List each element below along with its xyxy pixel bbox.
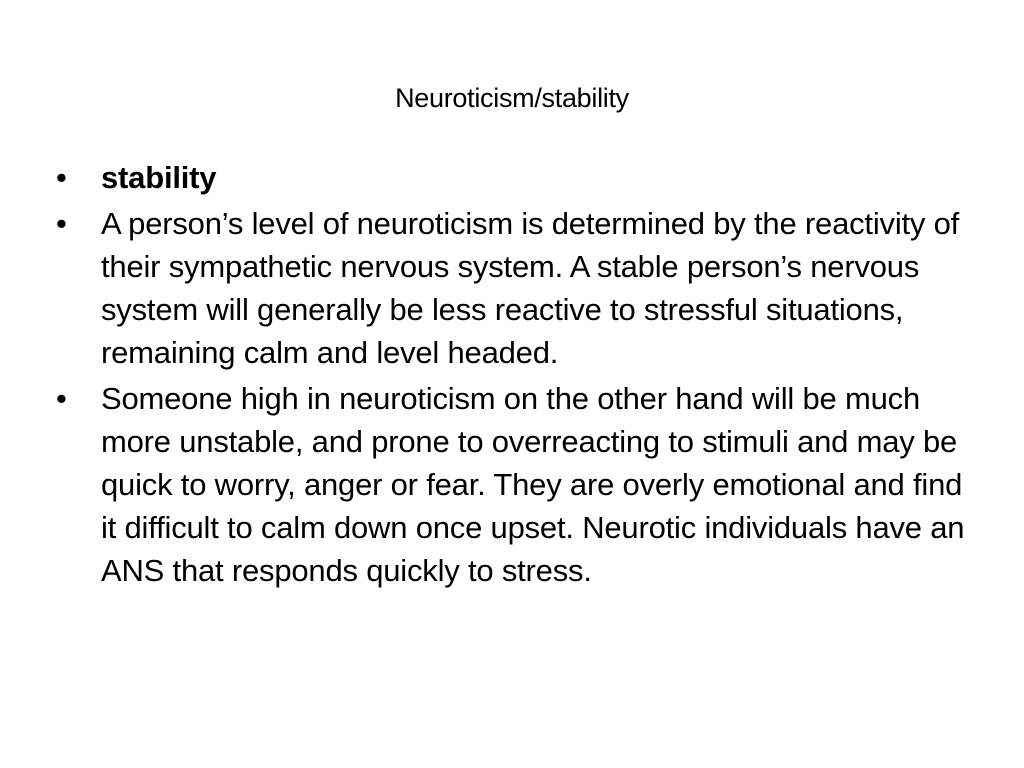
slide-title: Neuroticism/stability [395, 83, 629, 113]
bullet-dot-icon: • [56, 381, 67, 416]
bullet-item-neurotic-person [56, 377, 976, 592]
bullet-list [56, 156, 976, 595]
bullet-item-stable-person [56, 202, 976, 374]
bullet-text: Someone high in neuroticism on the other hand will be much more unstable, and prone to overreacting to stimuli and may be quick to worry, anger or fear. They are overly emotional and find it difficult to calm down once upset. Neurotic individuals have an ANS that responds quickly to stress. [101, 381, 965, 588]
bullet-text: A person’s level of neuroticism is determined by the reactivity of their sympathetic nervous system. A stable person’s nervous system will generally be less reactive to stressful situations, remaining calm and level headed. [101, 206, 960, 370]
bullet-dot-icon: • [56, 206, 67, 241]
bullet-item-stability [56, 156, 976, 199]
bullet-dot-icon: • [56, 160, 67, 195]
bullet-text: stability [101, 160, 217, 195]
